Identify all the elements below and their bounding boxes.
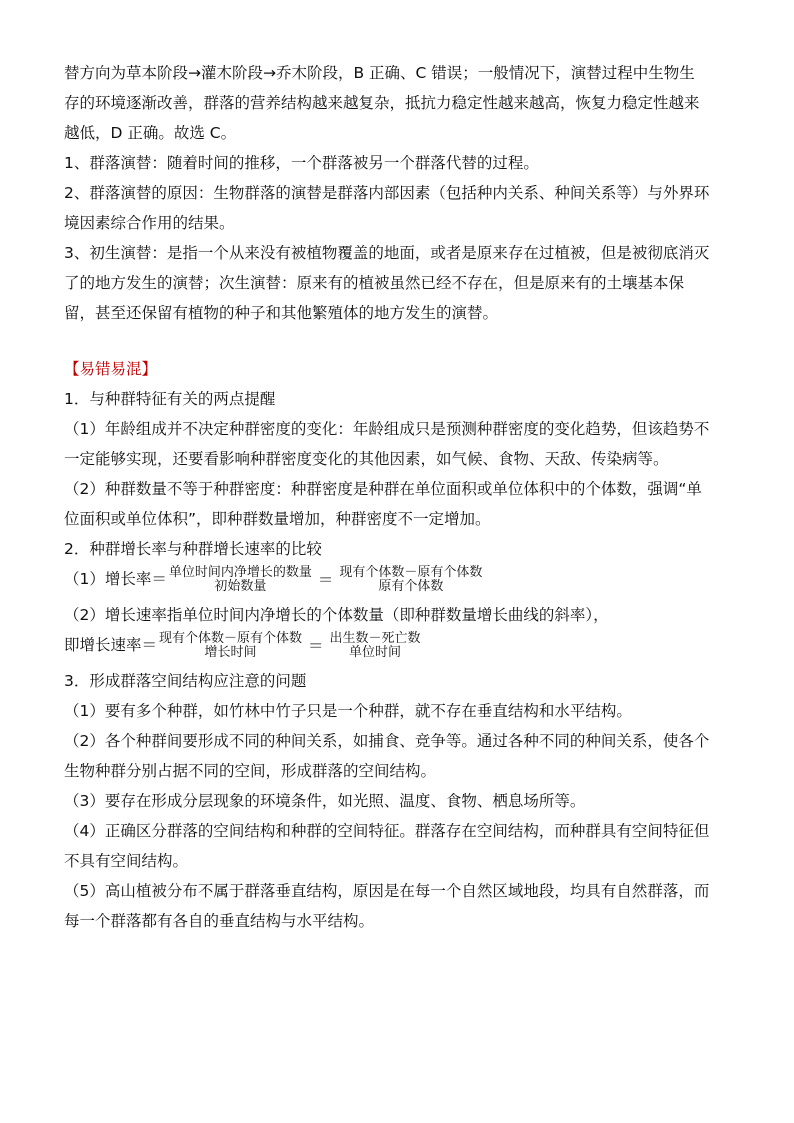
item1-title: 1．与种群特征有关的两点提醒 [64, 390, 276, 408]
fraction [169, 566, 312, 594]
item3-title: 3．形成群落空间结构应注意的问题 [64, 672, 307, 690]
intro-line: 了的地方发生的演替；次生演替：原来有的植被虽然已经不存在，但是原来有的土壤基本保 [64, 274, 685, 292]
denominator: 原有个体数 [378, 578, 444, 594]
formula-label: （1）增长率＝ [64, 570, 167, 588]
numerator: 出生数－死亡数 [329, 630, 421, 646]
intro-line: 1、群落演替：随着时间的推移，一个群落被另一个群落代替的过程。 [64, 154, 539, 172]
item3-line: （2）各个种群间要形成不同的种间关系，如捕食、竞争等。通过各种不同的种间关系，使各个 [64, 732, 710, 750]
intro-line: 存的环境逐渐改善，群落的营养结构越来越复杂，抵抗力稳定性越来越高，恢复力稳定性越来 [64, 94, 700, 112]
item1-line: （2）种群数量不等于种群密度：种群密度是种群在单位面积或单位体积中的个体数，强调“单 [64, 480, 702, 498]
document-page [64, 58, 734, 936]
intro-line: 替方向为草本阶段→灌木阶段→乔木阶段，B 正确、C 错误；一般情况下，演替过程中生物生 [64, 64, 695, 82]
item3-line: 每一个群落都有各自的垂直结构与水平结构。 [64, 912, 375, 930]
intro-line: 越低，D 正确。故选 C。 [64, 124, 237, 142]
item1-line: 一定能够实现，还要看影响种群密度变化的其他因素，如气候、食物、天敌、传染病等。 [64, 450, 669, 468]
intro-line: 3、初生演替：是指一个从来没有被植物覆盖的地面，或者是原来存在过植被，但是被彻底消灭 [64, 244, 710, 262]
item3-line: （1）要有多个种群，如竹林中竹子只是一个种群，就不存在垂直结构和水平结构。 [64, 702, 632, 720]
fraction [330, 632, 421, 660]
section-heading: 【易错易混】 [64, 360, 158, 378]
growth-speed-formula [64, 630, 734, 666]
equals-sign: ＝ [308, 636, 324, 655]
denominator: 单位时间 [349, 644, 402, 660]
item2-line: （2）增长速率指单位时间内净增长的个体数量（即种群数量增长曲线的斜率）， [64, 606, 609, 624]
formula-label: 即增长速率＝ [64, 636, 158, 654]
denominator: 初始数量 [214, 578, 267, 594]
item2-title: 2．种群增长率与种群增长速率的比较 [64, 540, 322, 558]
item3-line: 生物种群分别占据不同的空间，形成群落的空间结构。 [64, 762, 437, 780]
intro-line: 境因素综合作用的结果。 [64, 214, 235, 232]
item3-line: （5）高山植被分布不属于群落垂直结构，原因是在每一个自然区域地段，均具有自然群落，而 [64, 882, 710, 900]
item1-line: （1）年龄组成并不决定种群密度的变化：年龄组成只是预测种群密度的变化趋势，但该趋势不 [64, 420, 710, 438]
item3-line: （4）正确区分群落的空间结构和种群的空间特征。群落存在空间结构，而种群具有空间特征但 [64, 822, 710, 840]
numerator: 单位时间内净增长的数量 [168, 564, 312, 580]
fraction [339, 566, 482, 594]
fraction [159, 632, 302, 660]
intro-line: 2、群落演替的原因：生物群落的演替是群落内部因素（包括种内关系、种间关系等）与外界环 [64, 184, 710, 202]
item3-line: （3）要存在形成分层现象的环境条件，如光照、温度、食物、栖息场所等。 [64, 792, 586, 810]
numerator: 现有个体数－原有个体数 [159, 630, 303, 646]
item1-line: 位面积或单位体积”，即种群数量增加，种群密度不一定增加。 [64, 510, 491, 528]
equals-sign: ＝ [317, 570, 334, 589]
item3-line: 不具有空间结构。 [64, 852, 189, 870]
numerator: 现有个体数－原有个体数 [339, 564, 483, 580]
denominator: 增长时间 [204, 644, 257, 660]
growth-rate-formula [64, 564, 734, 600]
intro-line: 留，甚至还保留有植物的种子和其他繁殖体的地方发生的演替。 [64, 304, 499, 322]
